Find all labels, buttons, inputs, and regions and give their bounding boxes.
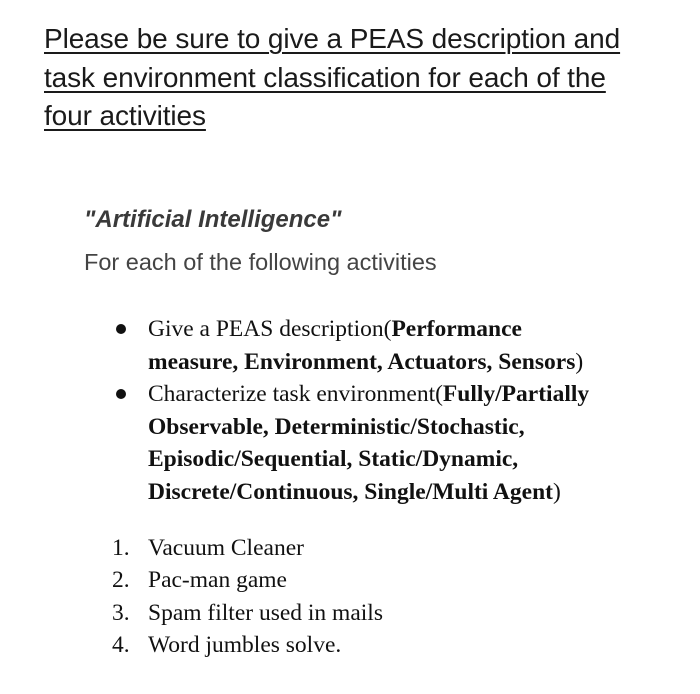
activities-list bbox=[112, 532, 383, 661]
activity-label: Word jumbles solve. bbox=[148, 631, 342, 658]
requirement-task-environment: Characterize task environment(Fully/Partially Observable, Deterministic/Stochastic, Episodic/Sequential, Static/Dynamic, Discrete/Continuous, Single/Multi Agent) bbox=[112, 378, 589, 508]
requirements-list bbox=[112, 313, 589, 508]
instruction-line: task environment classification for each of the bbox=[44, 61, 606, 93]
activity-label: Pac-man game bbox=[148, 567, 287, 594]
bullet-dot-icon bbox=[116, 324, 126, 334]
activity-number: 1. bbox=[112, 535, 130, 561]
instruction-line: four activities bbox=[44, 100, 206, 131]
activity-label: Vacuum Cleaner bbox=[148, 535, 304, 561]
instruction-line: Please be sure to give a PEAS description and bbox=[44, 23, 621, 54]
activity-label: Spam filter used in mails bbox=[148, 599, 383, 626]
activity-item bbox=[112, 564, 383, 596]
assignment-subtitle: For each of the following activities bbox=[84, 249, 437, 275]
requirement-peas: Give a PEAS description(Performance measure, Environment, Actuators, Sensors) bbox=[112, 313, 589, 378]
instruction-text bbox=[44, 20, 684, 136]
activity-number: 2. bbox=[112, 567, 130, 594]
activity-item bbox=[112, 629, 383, 661]
bullet-dot-icon bbox=[116, 389, 126, 399]
activity-item bbox=[112, 597, 383, 629]
activity-number: 4. bbox=[112, 631, 130, 658]
activity-item bbox=[112, 532, 383, 564]
activity-number: 3. bbox=[112, 599, 130, 626]
assignment-title: "Artificial Intelligence" bbox=[84, 206, 342, 233]
